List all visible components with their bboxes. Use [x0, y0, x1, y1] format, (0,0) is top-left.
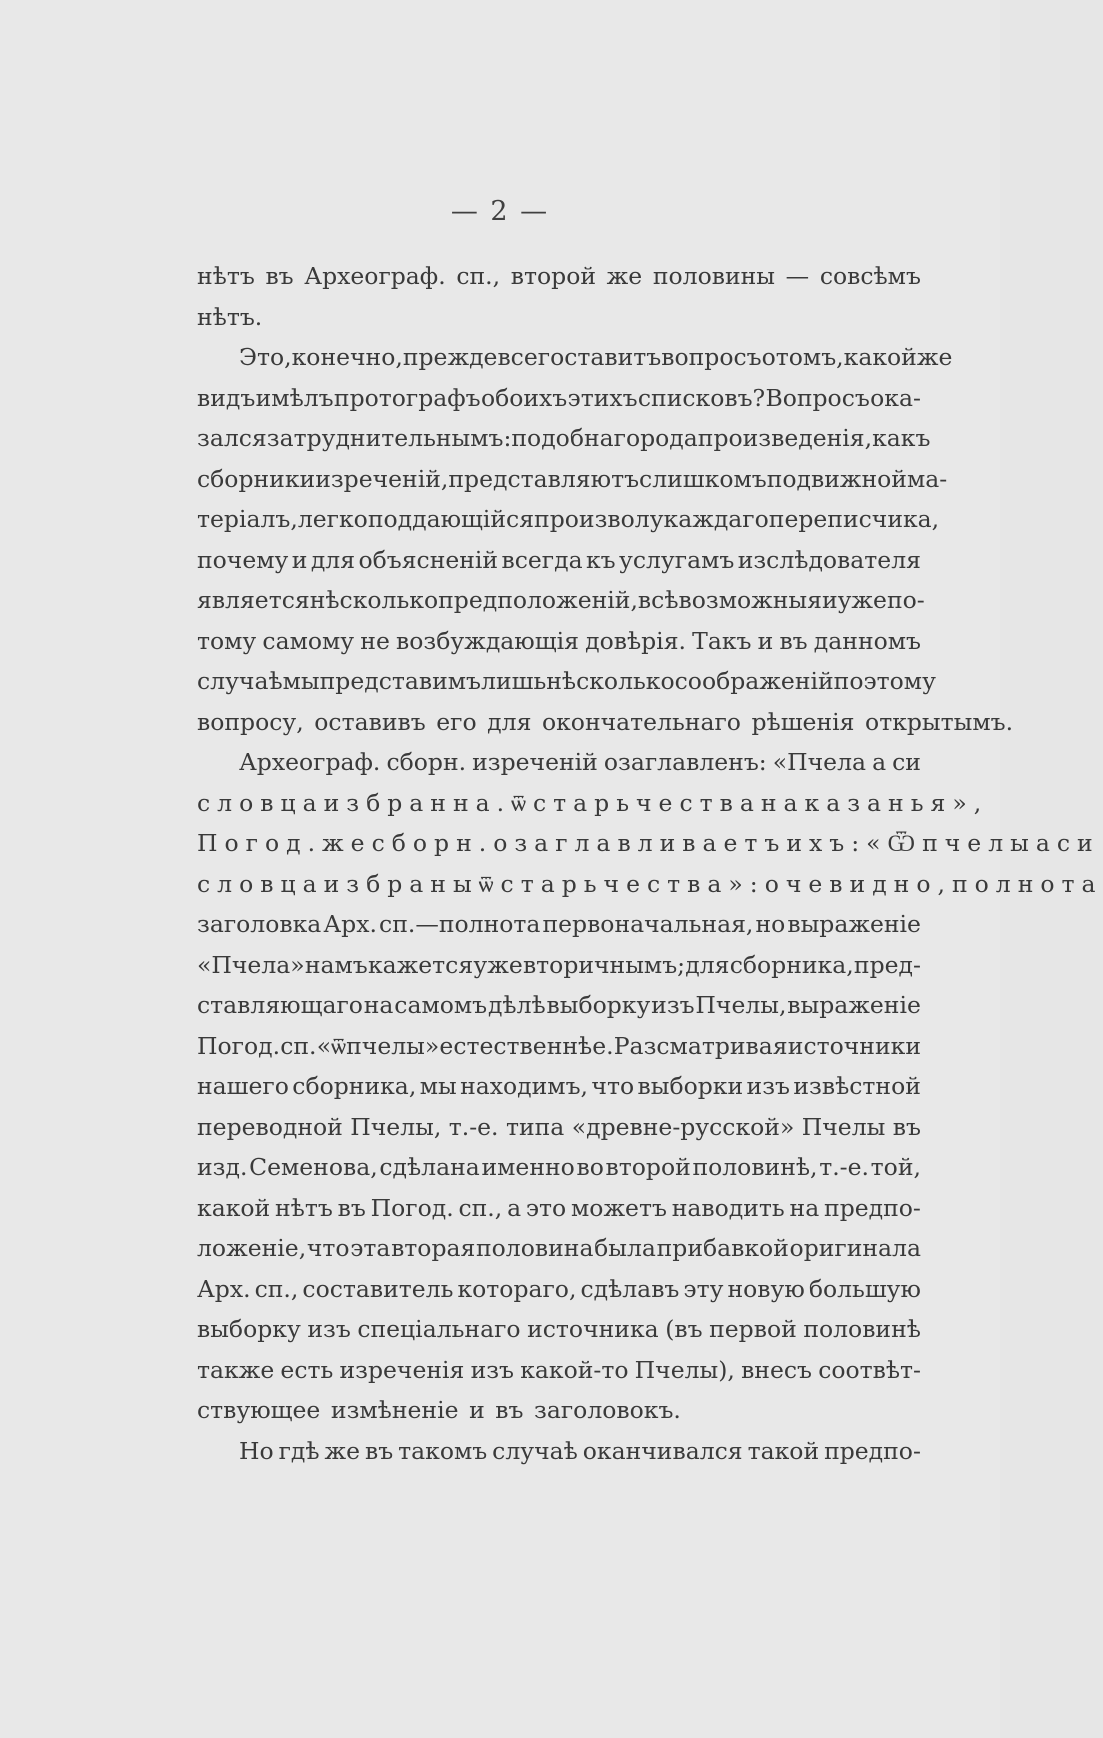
text-line: Археограф. сборн. изреченій озаглавленъ: «Пчела а си — [239, 748, 921, 776]
text-line: является нѣсколько предположеній, всѣ возможныя и уже по- — [197, 586, 925, 614]
text-line: тому самому не возбуждающія довѣрія. Такъ и въ данномъ — [197, 626, 921, 655]
text-line: зался затруднительнымъ: подобнаго рода произведенія, какъ — [197, 424, 931, 452]
text-line: вопросу, оставивъ его для окончательнаго рѣшенія открытымъ. — [197, 707, 1014, 736]
text-line: нашего сборника, мы находимъ, что выборки изъ извѣстной — [197, 1072, 921, 1100]
text-line: ставляющаго на самомъ дѣлѣ выборку изъ Пчелы, выраженіе — [197, 991, 921, 1019]
body-text — [197, 256, 1103, 1471]
paragraph — [197, 742, 1103, 1431]
text-line: какой нѣтъ въ Погод. сп., а это можетъ наводить на предпо- — [197, 1193, 921, 1222]
text-line: почему и для объясненій всегда къ услугамъ изслѣдователя — [197, 545, 921, 574]
text-line: сборники изреченій, представляютъ слишкомъ подвижной ма- — [197, 464, 948, 493]
paragraph — [197, 337, 1014, 742]
text-line: нѣтъ въ Археограф. сп., второй же половины — совсѣмъ — [197, 262, 921, 290]
text-line: заголовка Арх. сп.—полнота первоначальная, но выраженіе — [197, 910, 921, 938]
text-line: ложеніе, что эта вторая половина была прибавкой оригинала — [197, 1234, 921, 1262]
text-line: переводной Пчелы, т.-е. типа «древне-русской» Пчелы въ — [197, 1112, 921, 1141]
text-line: словца избраны ѿ старьчества»: очевидно, полнота — [197, 869, 1103, 898]
text-line: изд. Семенова, сдѣлана именно во второй половинѣ, т.-е. той, — [197, 1153, 921, 1181]
page-number: — 2 — — [450, 196, 550, 227]
text-line: Арх. сп., составитель котораго, сдѣлавъ эту новую большую — [197, 1274, 921, 1303]
text-line: словца избранна. ѿ старьчества наказанья», — [197, 788, 989, 817]
text-line: «Пчела» намъ кажется уже вторичнымъ; для сборника, пред- — [197, 950, 921, 979]
text-line: случаѣ мы представимъ лишь нѣсколько соображеній по этому — [197, 667, 936, 695]
text-line: также есть изреченія изъ какой-то Пчелы), внесъ соотвѣт- — [197, 1355, 921, 1384]
paragraph — [197, 256, 921, 337]
paragraph — [197, 1431, 921, 1472]
text-line: ствующее измѣненіе и въ заголовокъ. — [197, 1396, 681, 1424]
text-line: теріалъ, легко поддающійся произволу каждаго переписчика, — [197, 505, 940, 533]
text-line: выборку изъ спеціальнаго источника (въ первой половинѣ — [197, 1315, 921, 1343]
text-line: Погод. сп. «ѿ пчелы» естественнѣе. Разсматривая источники — [197, 1031, 921, 1060]
text-line: Это, конечно, прежде всего ставитъ вопросъ о томъ, какой же — [239, 343, 953, 371]
text-line: нѣтъ. — [197, 302, 263, 331]
text-line: видъ имѣлъ протографъ обоихъ этихъ списковъ? Вопросъ ока- — [197, 383, 921, 412]
text-line: Но гдѣ же въ такомъ случаѣ оканчивался такой предпо- — [239, 1436, 921, 1465]
text-line: Погод. же сборн. озаглавливаетъ ихъ: «Ѿ пчелы а си — [197, 829, 1100, 857]
